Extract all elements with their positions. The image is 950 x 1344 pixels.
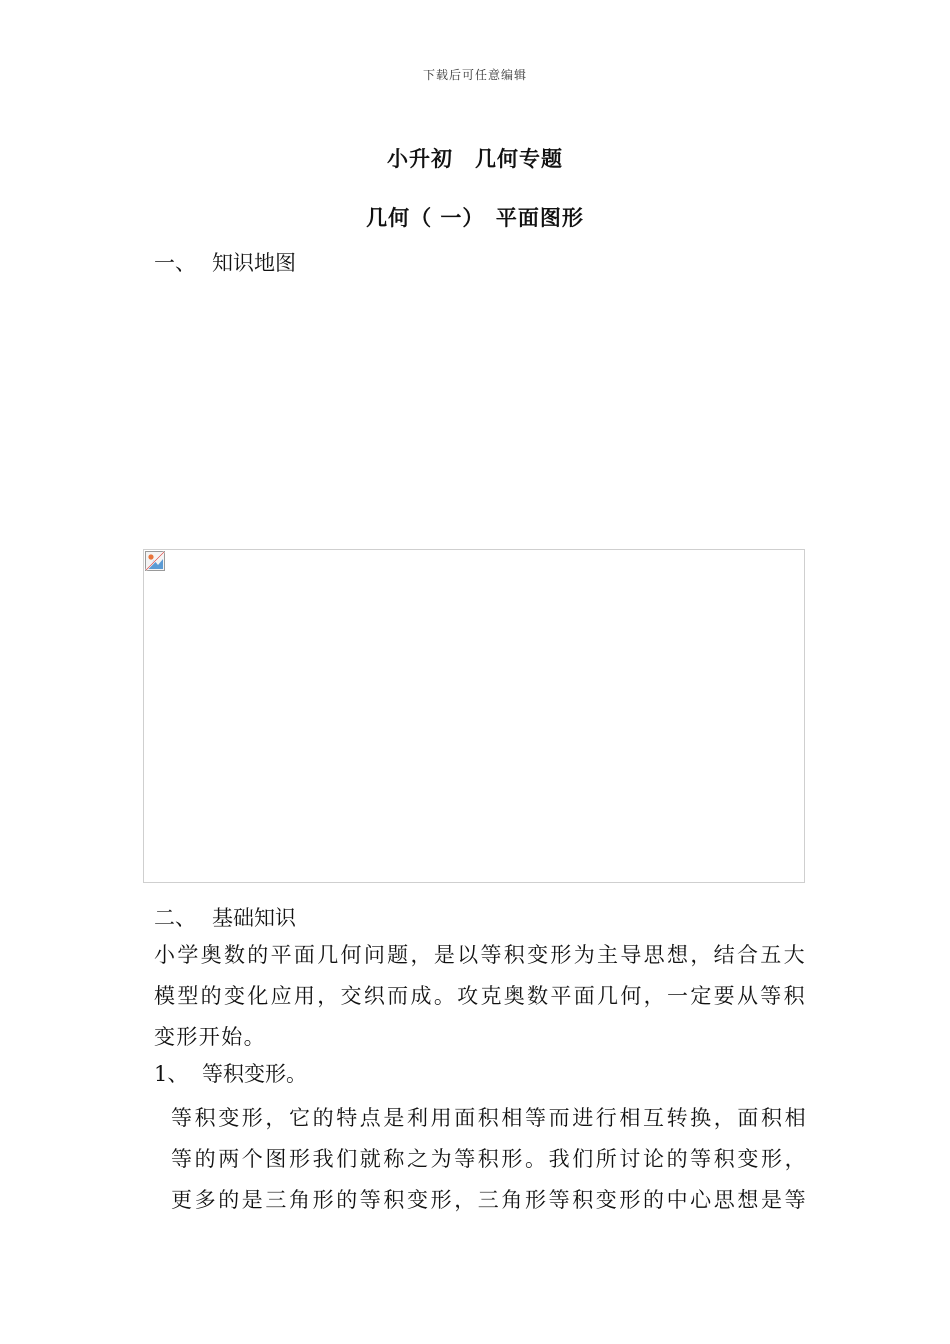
- document-title: 小升初 几何专题: [387, 146, 563, 171]
- item-number: 1、: [154, 1062, 189, 1086]
- paragraph-line: 等的两个图形我们就称之为等积形。我们所讨论的等积变形，: [171, 1147, 807, 1171]
- paragraph-line: 模型的变化应用，交织而成。攻克奥数平面几何，一定要从等积: [154, 984, 806, 1008]
- paragraph-line: 变形开始。: [154, 1025, 266, 1049]
- paragraph-line: 更多的是三角形的等积变形，三角形等积变形的中心思想是等: [171, 1188, 807, 1212]
- broken-image-icon: [145, 551, 165, 571]
- section-heading-knowledge-map: [154, 247, 296, 277]
- paragraph-line: 等积变形，它的特点是利用面积相等而进行相互转换，面积相: [171, 1106, 807, 1130]
- paragraph-line: 小学奥数的平面几何问题，是以等积变形为主导思想，结合五大: [154, 943, 806, 967]
- section-number: 二、: [154, 906, 196, 930]
- section-heading-basic-knowledge: [154, 902, 296, 932]
- header-note: 下载后可任意编辑: [422, 68, 527, 82]
- document-subtitle: 几何（ 一） 平面图形: [366, 205, 584, 230]
- section-label: 基础知识: [212, 906, 296, 930]
- item-heading-equal-area: [154, 1058, 307, 1088]
- intro-paragraph: [154, 935, 806, 1058]
- section-number: 一、: [154, 251, 196, 275]
- item-label: 等积变形。: [202, 1062, 307, 1086]
- knowledge-map-image: [143, 549, 805, 883]
- equal-area-paragraph: [171, 1098, 807, 1221]
- section-label: 知识地图: [212, 251, 296, 275]
